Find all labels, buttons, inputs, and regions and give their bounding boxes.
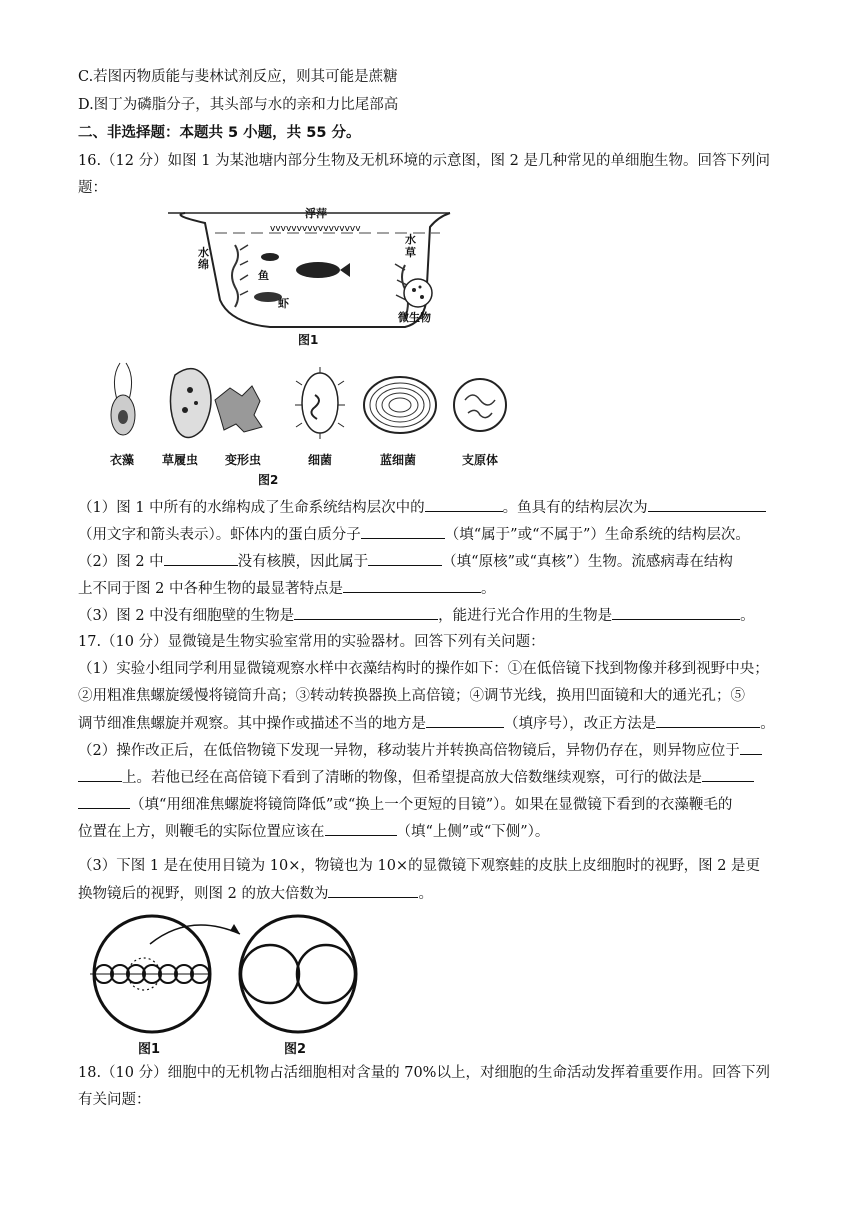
- q16-figure-1: [160, 205, 460, 355]
- q16-part1-line2: （用文字和箭头表示）。虾体内的蛋白质分子 （填“属于”或“不属于”）生命系统的结构层次。: [78, 524, 750, 545]
- q16-figure-2: [90, 355, 520, 485]
- q17-part3-line2: 换物镜后的视野，则图 2 的放大倍数为 。: [78, 883, 433, 904]
- q17-fig-caption-1: 图1: [138, 1042, 161, 1057]
- label-shuimian: 水绵: [198, 246, 209, 271]
- answer-blank[interactable]: [368, 551, 442, 566]
- answer-blank[interactable]: [294, 605, 438, 620]
- answer-blank[interactable]: [361, 524, 445, 539]
- q17-part2-line2: 上。若他已经在高倍镜下看到了清晰的物像，但希望提高放大倍数继续观察，可行的做法是: [78, 767, 754, 788]
- q17-fig-caption-2: 图2: [284, 1042, 307, 1057]
- answer-blank[interactable]: [648, 497, 766, 512]
- q17-part2-line3: （填“用细准焦螺旋将镜筒降低”或“换上一个更短的目镜”）。如果在显微镜下看到的衣藻鞭毛的: [78, 794, 732, 815]
- section-heading: 二、非选择题：本题共 5 小题，共 55 分。: [78, 125, 361, 141]
- q16-part2-line1: （2）图 2 中 没有核膜，因此属于 （填“原核”或“真核”）生物。流感病毒在结构: [78, 551, 733, 572]
- q17-part1-line3: 调节细准焦螺旋并观察。其中操作或描述不当的地方是 （填序号），改正方法是 。: [78, 713, 775, 734]
- q17-part1-line2: ②用粗准焦螺旋缓慢将镜筒升高；③转动转换器换上高倍镜；④调节光线，换用凹面镜和大的通光孔；⑤: [78, 688, 745, 704]
- fig1-caption: 图1: [298, 333, 319, 347]
- answer-blank[interactable]: [702, 767, 754, 782]
- answer-blank[interactable]: [740, 740, 762, 755]
- organism-yizao: 衣藻: [110, 453, 135, 467]
- answer-blank[interactable]: [426, 713, 504, 728]
- answer-blank[interactable]: [328, 883, 418, 898]
- q17-part1-line1: （1）实验小组同学利用显微镜观察水样中衣藻结构时的操作如下：①在低倍镜下找到物像并移到视野中央；: [78, 661, 769, 677]
- organism-bianxingchong: 变形虫: [225, 453, 262, 467]
- answer-blank[interactable]: [612, 605, 740, 620]
- organism-lanxijun: 蓝细菌: [380, 453, 417, 467]
- fig2-caption: 图2: [258, 473, 279, 487]
- q16-part1-line1: （1）图 1 中所有的水绵构成了生命系统结构层次中的 。鱼具有的结构层次为: [78, 497, 766, 518]
- organism-xijun: 细菌: [308, 453, 333, 467]
- q16-part3: （3）图 2 中没有细胞壁的生物是 ，能进行光合作用的生物是 。: [78, 605, 755, 626]
- q17-part2-line1: （2）操作改正后，在低倍物镜下发现一异物，移动装片并转换高倍物镜后，异物仍存在，则异物应位于: [78, 740, 762, 761]
- q17-figure: [80, 912, 370, 1057]
- q18-stem-cont: 有关问题：: [78, 1092, 151, 1108]
- answer-blank[interactable]: [325, 821, 397, 836]
- label-xia: 虾: [278, 297, 289, 310]
- q18-stem: 18.（10 分）细胞中的无机物占活细胞相对含量的 70%以上，对细胞的生命活动发挥着重要作用。回答下列: [78, 1065, 770, 1081]
- label-weishengwu: 微生物: [398, 311, 431, 324]
- answer-blank[interactable]: [656, 713, 760, 728]
- q17-part3-line1: （3）下图 1 是在使用目镜为 10×，物镜也为 10×的显微镜下观察蛙的皮肤上皮细胞时的视野，图 2 是更: [78, 858, 761, 874]
- q17-part2-line4: 位置在上方，则鞭毛的实际位置应该在 （填“上侧”或“下侧”）。: [78, 821, 549, 842]
- label-fuping: 浮萍: [305, 207, 327, 220]
- answer-blank[interactable]: [164, 551, 238, 566]
- answer-blank[interactable]: [425, 497, 503, 512]
- option-c: C.若图丙物质能与斐林试剂反应，则其可能是蔗糖: [78, 69, 398, 85]
- label-yu: 鱼: [258, 269, 269, 282]
- q16-stem-cont: 题：: [78, 180, 107, 196]
- option-d: D.图丁为磷脂分子，其头部与水的亲和力比尾部高: [78, 97, 399, 113]
- organism-zhiyuanti: 支原体: [462, 453, 499, 467]
- label-shuicao: 水草: [405, 233, 416, 259]
- answer-blank[interactable]: [343, 578, 481, 593]
- q17-stem: 17.（10 分）显微镜是生物实验室常用的实验器材。回答下列有关问题：: [78, 634, 545, 650]
- answer-blank[interactable]: [78, 794, 130, 809]
- q16-stem: 16.（12 分）如图 1 为某池塘内部分生物及无机环境的示意图，图 2 是几种常见的单细胞生物。回答下列问: [78, 153, 771, 169]
- organism-caolvchong: 草履虫: [162, 453, 199, 467]
- svg-text:vvvvvvvvvvvvvvvvv: vvvvvvvvvvvvvvvvv: [270, 224, 361, 234]
- q16-part2-line2: 上不同于图 2 中各种生物的最显著特点是 。: [78, 578, 495, 599]
- answer-blank[interactable]: [78, 767, 122, 782]
